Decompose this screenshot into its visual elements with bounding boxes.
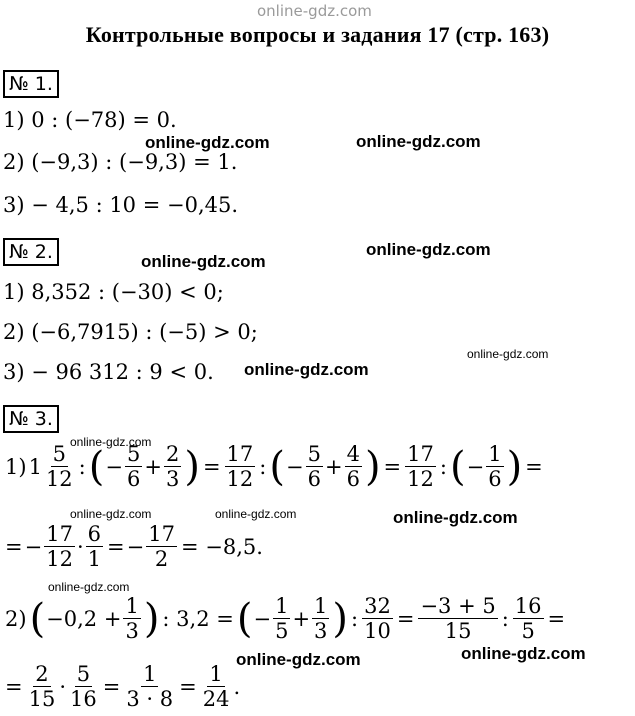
task-3-part-2: 2) ( −0,2 + $\frac{1}{3}$ ) : 3,2 = ( − $\frac{1}{5}$ + $\frac{1}{3}$ ) : $\frac{32}{10}$ = $\frac{-3 + 5}{15}$ : $\frac{16}{5}$ = [5, 594, 566, 643]
task-3-part-1-cont: = − $\frac{17}{12}$ · $\frac{6}{1}$ = − $\frac{17}{2}$ = −8,5. [5, 522, 263, 571]
watermark: online-gdz.com [461, 644, 586, 663]
watermark: online-gdz.com [145, 133, 270, 152]
watermark: online-gdz.com [356, 132, 481, 151]
watermark: online-gdz.com [141, 252, 266, 271]
task-1-line-2: 2) (−9,3) : (−9,3) = 1. [3, 150, 238, 174]
watermark: online-gdz.com [215, 507, 297, 521]
watermark: online-gdz.com [236, 650, 361, 669]
watermark: online-gdz.com [48, 580, 130, 594]
task-2-label: № 2. [3, 238, 59, 266]
page-title: Контрольные вопросы и задания 17 (стр. 163) [85, 22, 550, 47]
task-1-line-1: 1) 0 : (−78) = 0. [3, 108, 177, 132]
task-3-label: № 3. [3, 405, 59, 433]
watermark: online-gdz.com [393, 508, 518, 527]
watermark: online-gdz.com [366, 240, 491, 259]
watermark: online-gdz.com [467, 347, 549, 361]
watermark: online-gdz.com [70, 507, 152, 521]
watermark: online-gdz.com [244, 360, 369, 379]
watermark: online-gdz.com [70, 435, 152, 449]
task-1-label: № 1. [3, 70, 59, 98]
site-watermark: online-gdz.com [257, 2, 372, 20]
task-3-part-1: 1) 1 $\frac{5}{12}$ : ( − $\frac{5}{6}$ + $\frac{2}{3}$ ) = $\frac{17}{12}$ : ( − $\frac{5}{6}$ + $\frac{4}{6}$ ) = $\frac{17}{12}$ : ( − $\frac{1}{6}$ ) = [5, 442, 543, 491]
task-2-line-3: 3) − 96 312 : 9 < 0. [3, 360, 214, 384]
task-2-line-1: 1) 8,352 : (−30) < 0; [3, 280, 224, 304]
task-2-line-2: 2) (−6,7915) : (−5) > 0; [3, 320, 258, 344]
task-3-part-2-cont: = $\frac{2}{15}$ · $\frac{5}{16}$ = $\frac{1}{3 \cdot 8}$ = $\frac{1}{24}$ . [5, 662, 241, 711]
task-1-line-3: 3) − 4,5 : 10 = −0,45. [3, 193, 239, 217]
